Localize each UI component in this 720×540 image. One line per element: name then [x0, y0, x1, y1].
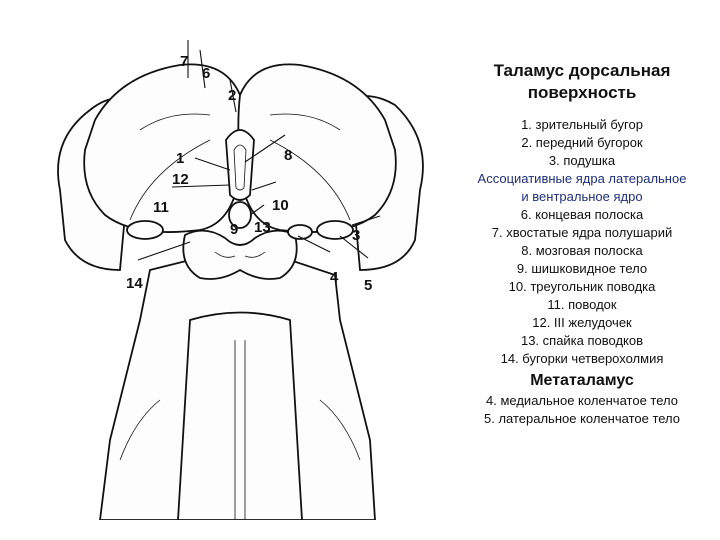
legend-title — [448, 60, 716, 104]
figure-label-5: 5 — [364, 277, 373, 294]
figure-label-11: 11 — [153, 199, 169, 216]
legend-item-associative: Ассоциативные ядра латеральное — [477, 171, 687, 186]
legend-item: 3. подушка — [548, 153, 616, 168]
legend-item: 1. зрительный бугор — [521, 117, 643, 132]
legend-item: 11. поводок — [547, 297, 617, 312]
title-line-1: Таламус дорсальная — [493, 61, 671, 80]
figure-label-3: 3 — [352, 227, 361, 244]
figure-label-1: 1 — [176, 150, 185, 167]
figure-label-14: 14 — [126, 275, 143, 292]
figure-label-2: 2 — [228, 87, 237, 104]
metathalamus-heading: Метаталамус — [530, 372, 634, 389]
title-line-2: поверхность — [527, 83, 637, 102]
legend-item: 4. медиальное коленчатое тело — [486, 393, 678, 408]
legend-item: 12. III желудочек — [532, 315, 632, 330]
figure-label-8: 8 — [284, 147, 293, 164]
legend-item: 8. мозговая полоска — [521, 243, 643, 258]
thalamus-illustration — [40, 20, 440, 520]
figure-label-9: 9 — [230, 221, 239, 238]
legend-item: 2. передний бугорок — [521, 135, 643, 150]
figure-label-7: 7 — [180, 53, 189, 70]
legend-item: 5. латеральное коленчатое тело — [483, 411, 681, 426]
figure-label-4: 4 — [330, 269, 339, 286]
figure-label-13: 13 — [254, 219, 271, 236]
legend-item-associative: и вентральное ядро — [521, 189, 643, 204]
legend-item: 13. спайка поводков — [520, 333, 644, 348]
legend-item: 9. шишковидное тело — [516, 261, 648, 276]
figure-label-12: 12 — [172, 171, 189, 188]
legend-item: 7. хвостатые ядра полушарий — [491, 225, 673, 240]
figure-label-10: 10 — [272, 197, 289, 214]
legend-item: 14. бугорки четверохолмия — [500, 351, 664, 366]
figure-label-6: 6 — [202, 65, 211, 82]
legend-item: 6. концевая полоска — [520, 207, 644, 222]
legend-panel — [448, 60, 716, 428]
legend-item: 10. треугольник поводка — [508, 279, 656, 294]
